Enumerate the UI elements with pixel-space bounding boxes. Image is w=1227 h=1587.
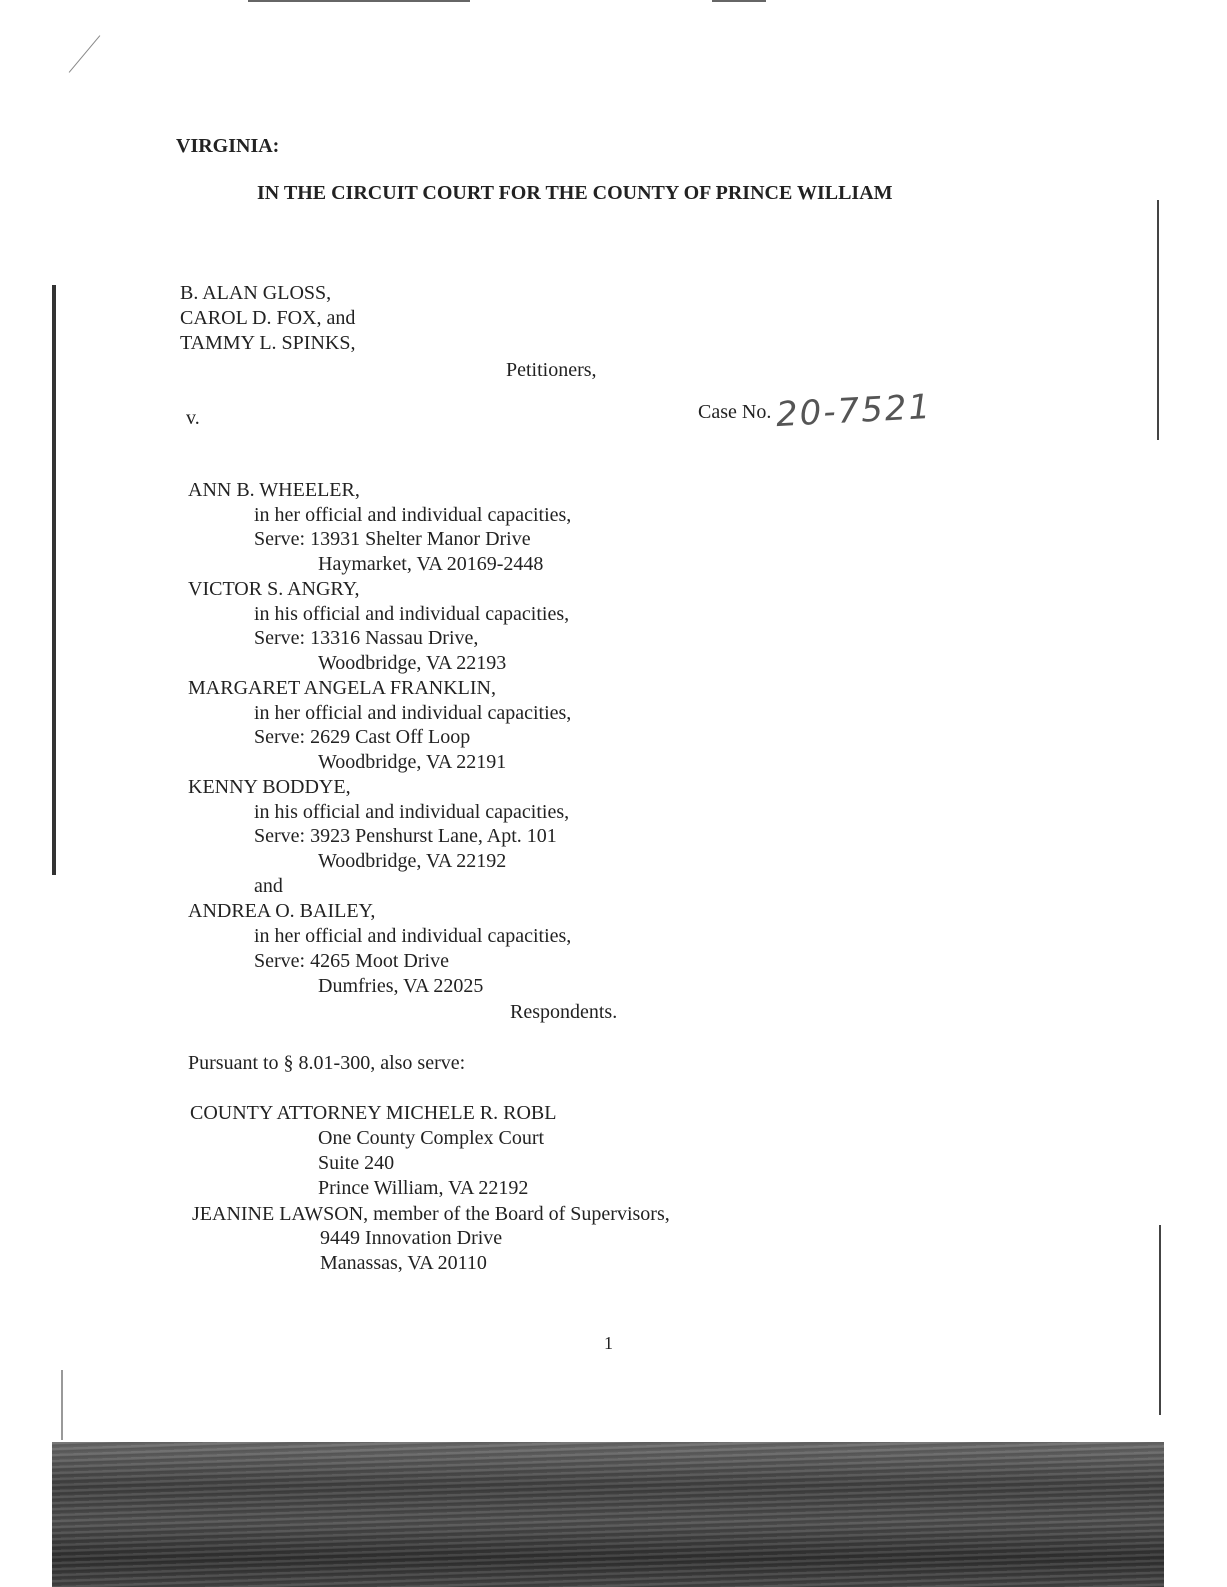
- respondent-capacity: in her official and individual capacities,: [254, 925, 572, 947]
- respondent-city: Woodbridge, VA 22192: [318, 850, 507, 872]
- pen-mark: [69, 35, 101, 72]
- respondent-city: Woodbridge, VA 22193: [318, 652, 507, 674]
- respondent-serve: Serve: 13316 Nassau Drive,: [254, 627, 479, 649]
- also-serve-address: 9449 Innovation Drive: [320, 1227, 503, 1249]
- scan-left-edge: [52, 285, 56, 875]
- pursuant-statement: Pursuant to § 8.01-300, also serve:: [188, 1052, 466, 1074]
- respondents-role: Respondents.: [510, 1001, 618, 1023]
- respondent-name: MARGARET ANGELA FRANKLIN,: [188, 677, 496, 699]
- respondent-city: Woodbridge, VA 22191: [318, 751, 507, 773]
- also-serve-address: One County Complex Court: [318, 1127, 545, 1149]
- case-number: [698, 386, 934, 436]
- respondent-serve: Serve: 3923 Penshurst Lane, Apt. 101: [254, 825, 557, 847]
- versus: v.: [186, 407, 200, 429]
- respondent-name: ANDREA O. BAILEY,: [188, 900, 376, 922]
- respondent-capacity: in her official and individual capacities,: [254, 702, 572, 724]
- petitioners-role: Petitioners,: [506, 359, 597, 381]
- respondent-name: VICTOR S. ANGRY,: [188, 578, 360, 600]
- also-serve-name: COUNTY ATTORNEY MICHELE R. ROBL: [190, 1102, 557, 1124]
- page-number: 1: [604, 1333, 613, 1353]
- scan-edge-line: [712, 0, 766, 2]
- respondent-name: ANN B. WHEELER,: [188, 479, 360, 501]
- scan-edge-line: [248, 0, 470, 2]
- case-number-handwritten: 20-7521: [775, 386, 934, 436]
- respondent-capacity: in his official and individual capacities,: [254, 603, 570, 625]
- also-serve-address: Suite 240: [318, 1152, 395, 1174]
- petitioner-name: TAMMY L. SPINKS,: [180, 332, 356, 354]
- also-serve-name: JEANINE LAWSON, member of the Board of Supervisors,: [192, 1203, 670, 1225]
- respondent-city: Haymarket, VA 20169-2448: [318, 553, 544, 575]
- respondent-city: Dumfries, VA 22025: [318, 975, 484, 997]
- also-serve-address: Manassas, VA 20110: [320, 1252, 487, 1274]
- case-number-label: Case No.: [698, 401, 772, 423]
- respondent-serve: Serve: 13931 Shelter Manor Drive: [254, 528, 531, 550]
- respondent-serve: Serve: 2629 Cast Off Loop: [254, 726, 471, 748]
- petitioner-name: B. ALAN GLOSS,: [180, 282, 332, 304]
- respondent-capacity: in her official and individual capacities,: [254, 504, 572, 526]
- state-heading: VIRGINIA:: [176, 135, 280, 157]
- also-serve-address: Prince William, VA 22192: [318, 1177, 529, 1199]
- respondent-capacity: in his official and individual capacities,: [254, 801, 570, 823]
- respondent-serve: Serve: 4265 Moot Drive: [254, 950, 449, 972]
- scan-right-edge: [1159, 1225, 1161, 1415]
- scan-shadow-bottom: [52, 1442, 1164, 1587]
- scan-right-edge: [1157, 200, 1159, 440]
- respondent-name: KENNY BODDYE,: [188, 776, 351, 798]
- conjunction: and: [254, 875, 283, 897]
- scan-left-edge: [61, 1370, 63, 1440]
- petitioner-name: CAROL D. FOX, and: [180, 307, 356, 329]
- court-heading: IN THE CIRCUIT COURT FOR THE COUNTY OF PRINCE WILLIAM: [257, 182, 893, 204]
